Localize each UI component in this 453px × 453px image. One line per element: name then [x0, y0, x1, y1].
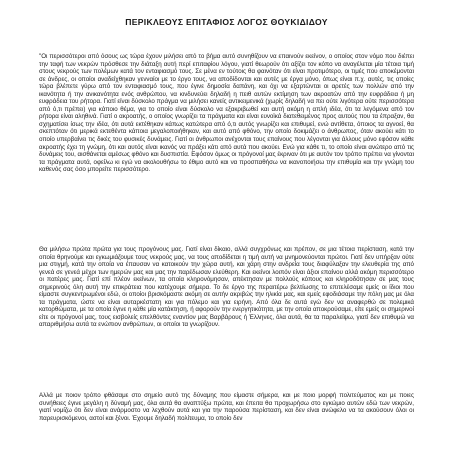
paragraph-intro: [39, 53, 414, 174]
paragraph-text: Αλλά με ποιον τρόπο φθάσαμε στο σημείο αυτό της δύναμης που είμαστε σήμερα, και με ποιο μορφή πολιτεύματος και με ποιες συνήθειες έγινε μεγάλη η δύναμή μας, όλα αυτά θα αναπτύξω πρώτα, και έπειτα θα προχωρήσω στο εγκώμιο αυτών εδώ των νεκρών, γιατί νομίζω ότι δεν είναι ανάρμοστο να λεχθούν αυτά και για την παρούσα περίσταση, και δεν είναι ανώφελο να τα ακούσουν όλοι οι παρευρισκόμενοι, αστοί και ξένοι. Έχουμε δηλαδή πολίτευμα, το οποίο δεν: [39, 392, 414, 422]
paragraph-text: "Οι περισσότεροι από όσους ως τώρα έχουν μιλήσει από το βήμα αυτό συνηθίζουν να επαινούν εκείνον, ο οποίος στον νόμο που διέπει την ταφή των νεκρών πρόσθεσε την διάταξη αυτή περί επιταφίου λόγου, γιατί θεωρούν ότι αξίζει τον κόπο να αναγέλεται μία τέτοια τιμή στους νεκρούς των πολέμων κατά τον ενταφιασμό τους. Σε μένα εν τούτοις θα φαινόταν ότι είναι προτιμότερο, οι τιμές που αποκέμονται σε άνδρες, οι οποίοι αναδείχθηκαν γενναίοι με το έργο τους, να αποδίδονται και αυτές με έργα μόνο, όπως είναι π.χ. αυτές, τις οποίες τώρα βλέπετε γύρω από τον ενταφιασμό τους, που έγινε δημοσία δαπάνη, και όχι να εξαρτώνται οι αρετές των πολλών από την ικανότητα ή την ανικανότητα ενός ανθρώπου, να κινδυνεύει δηλαδή η πειθ αυτών εκτίμηση των ακροατών από την ευφράδεια ή μη ευφράδεια του ρήτορα. Γιατί είναι δύσκολο πράγμα να μιλήσει κανείς αντικειμενικά (χωρίς δηλαδή να πει ούτε λιγότερα ούτε περισσότερα από ό,τι πρέπει) για κάποιο θέμα, για το οποίο είναι δύσκολο να εξακριβωθεί και αυτή ακόμη η απλή ιδέα, ότι τα λεγόμενα από τον ρήτορα είναι αληθινά. Γιατί ο ακροατής, ο οποίος γνωρίζει τα πράγματα και είναι ευνοϊκά διατεθειμένος προς αυτούς που τα έπραξαν, θα σχηματίσει ίσως την ιδέα, ότι αυτά εκτέθηκαν κάπως κατώτερα από ό,τι αυτός γνωρίζει και επιθυμεί, ενώ αντίθετα, όποιος τα αγνοεί, θα σκεπτόταν ότι μερικά εκτεθέντα κάποια μεγαλοποιήθηκαν, και αυτό από φθόνο, την οποίο δοκιμάζει ο άνθρωπος, όταν ακούει κάτι το οποίο υπερβαίνει τις δικές του φυσικές δυνάμεις. Γιατί οι άνθρωποι ανέχονται τους επαίνους που λέγονται για άλλους μόνο εφόσον κάθε ακροατής έχει τη γνώμη, ότι και αυτός είναι ικανός να πράξει κάτι από αυτά που ακούει. Ενώ για κάθε τι, το οποίο είναι ανώτερο από τις δυνάμεις του, αισθάνεται αμέσως φθόνο και δυσπιστία. Εφόσον όμως οι πρόγονοί μας έκριναν ότι με αυτόν τον τρόπο πρέπει να γίνονται τα πράγματα αυτά, οφείλω κι εγώ να ακολουθήσω το έθιμο αυτό και να προσπαθήσω να ικανοποιήσω την επιθυμία και την γνώμη του καθενός σας όσο μπορείτε περισσότερο.: [39, 53, 414, 174]
paragraph-polity: [39, 392, 414, 422]
paragraph-ancestors: [39, 246, 414, 329]
paragraph-text: Θα μιλήσω πρώτα πρώτα για τους προγόνους μας. Γιατί είναι δίκαιο, αλλά συγχρόνως και πρέπον, σε μια τέτοια περίσταση, κατά την οποία θρηνούμε και εγκωμιάζουμε τους νεκρούς μας, να τους αποδίδεται η τιμή αυτή να μνημονεύονται πρώτοι. Γιατί δεν υπήρξαν ούτε μια στιγμή, κατά την οποία να έπαυσαν να κατοικούν την χώρα αυτή, και χάρη στην ανδρεία τους διαφύλαξαν την ελευθερία της από γενεά σε γενεά μέχρι των ημερών μας και μας την παρέδωσαν ελεύθερη. Και εκείνοι λοιπόν είναι άξιοι επαίνου αλλά ακόμη περισσότερο οι πατέρες μας. Γιατί επί πλέον εκείνων, τα οποία κληρονόμησαν, απέκτησαν με πολλούς κόπους και κληροδότησαν σε μας τους σημερινούς όλη αυτή την επικράτεια που κατέχουμε σήμερα. Το δε έργο της περαιτέρω βελτίωσης το επιτελέσαμε εμείς οι ίδιοι που είμαστε συγκεντρωμένοι εδώ, οι οποίοι βρισκόμαστε ακόμη σε αυτήν ακριβώς την ηλικία μας, και εμείς εφοδιάσαμε την πόλη μας με όλα τα πράγματα, ώστε να είναι αυταρκέστατη και για πόλεμο και για ειρήνη. Από όλα δε αυτά εγώ δεν να αναφερθώ σε πολεμικά κατορθώματα, με τα οποία έγινε η κάθε μία κατάκτηση, ή αφορούν την ενεργητικότητα, με την οποία αποκρούσαμε, είτε εμείς οι σημερινοί είτε οι πρόγονοί μας, τους εισβολείς επελθόντες εναντίον μας Βαρβάρους ή Έλληνες, όλα αυτά, θα τα παραλείψω, γιατί δεν επιθυμώ να απαριθμήσω αυτά τα ενώπιον ανθρώπων, οι οποίοι τα γνωρίζουν.: [39, 246, 414, 329]
document-title: ΠΕΡΙΚΛΕΟΥΣ ΕΠΙΤΑΦΙΟΣ ΛΟΓΟΣ ΘΟΥΚΙΔΙΔΟΥ: [125, 17, 328, 27]
